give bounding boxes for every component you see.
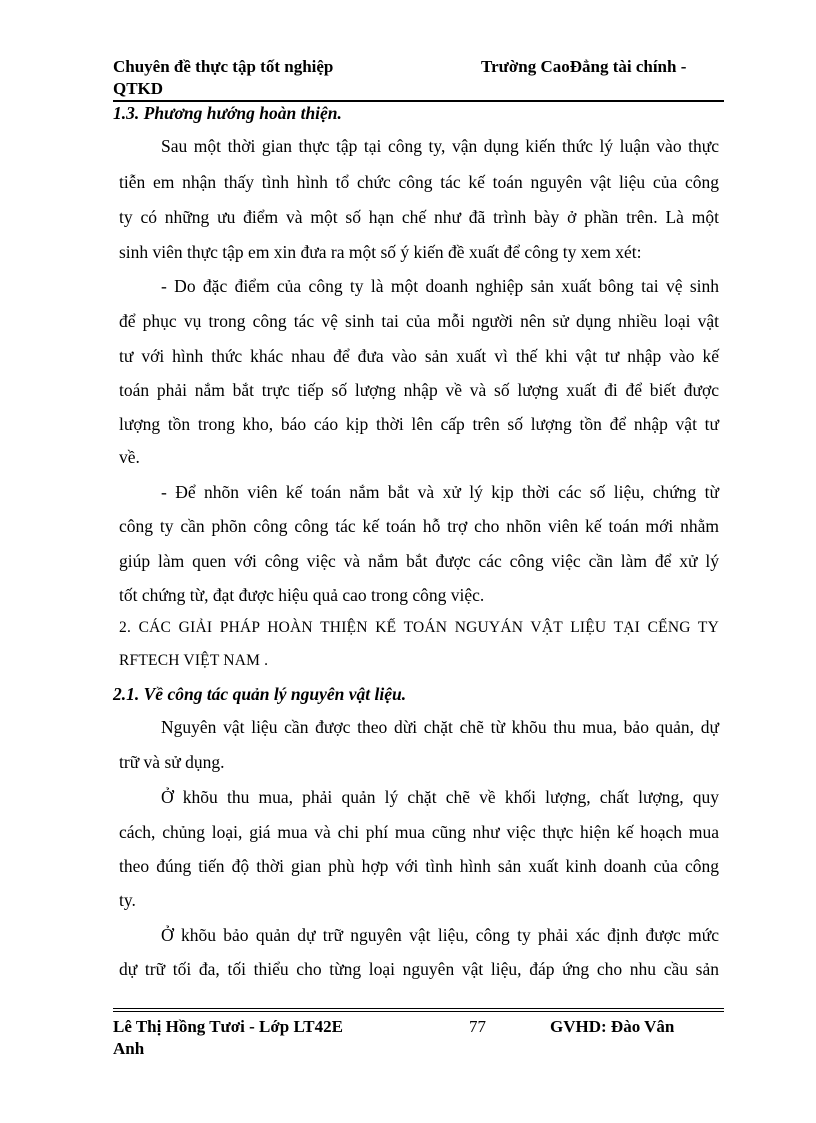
page-number: 77 [469,1017,486,1036]
footer-advisor: GVHD: Đào Vân [550,1017,675,1036]
paragraph-line: - Để nhõn viên kế toán nắm bắt và xử lý kịp thời các số liệu, chứng từ [161,482,719,502]
section-heading-2-1: 2.1. Về công tác quản lý nguyên vật liệu. [113,684,407,704]
paragraph-line: để phục vụ trong công tác vệ sinh tai của mỗi người nên sử dụng nhiều loại vật [119,311,719,331]
paragraph-line: tiễn em nhận thấy tình hình tổ chức công tác kế toán nguyên vật liệu của công [119,172,719,192]
paragraph-line: Ở khõu thu mua, phải quản lý chặt chẽ về khối lượng, chất lượng, quy [161,787,719,807]
paragraph-line: - Do đặc điểm của công ty là một doanh nghiệp sản xuất bông tai vệ sinh [161,276,719,296]
paragraph-line: công ty cần phõn công công tác kế toán hỗ trợ cho nhõn viên kế toán mới nhằm [119,516,719,536]
header-school-name: Trường CaoĐẳng tài chính - [481,57,687,76]
paragraph-line: về. [119,447,140,467]
paragraph-line: ty. [119,890,136,910]
section-heading-2: 2. CÁC GIẢI PHÁP HOÀN THIỆN KẾ TOÁN NGUYÁN VẬT LIỆU TẠI CẾNG TY [119,619,719,636]
paragraph-line: lượng tồn trong kho, báo cáo kịp thời lên cấp trên số lượng tồn để nhập vật tư [119,414,719,434]
paragraph-line: cách, chủng loại, giá mua và chi phí mua cũng như việc thực hiện kế hoạch mua [119,822,719,842]
paragraph-line: Ở khõu bảo quản dự trữ nguyên vật liệu, công ty phải xác định được mức [161,925,719,945]
paragraph-line: trữ và sử dụng. [119,752,225,772]
footer-author: Lê Thị Hồng Tươi - Lớp LT42E [113,1017,343,1036]
paragraph-line: tư với hình thức khác nhau để đưa vào sản xuất vì thế khi vật tư nhập vào kế [119,346,719,366]
paragraph-line: dự trữ tối đa, tối thiểu cho từng loại nguyên vật liệu, đáp ứng cho nhu cầu sản [119,959,719,979]
paragraph-line: giúp làm quen với công việc và nắm bắt được các công việc cần làm để xử lý [119,551,719,571]
section-heading-1-3: 1.3. Phương hướng hoàn thiện. [113,103,342,123]
header-left-title: Chuyên đề thực tập tốt nghiệp [113,57,334,76]
paragraph-line: Sau một thời gian thực tập tại công ty, vận dụng kiến thức lý luận vào thực [161,136,719,156]
header-left-title-cont: QTKD [113,79,164,98]
paragraph-line: ty có những ưu điểm và một số hạn chế như đã trình bày ở phần trên. Là một [119,207,719,227]
paragraph-line: sinh viên thực tập em xin đưa ra một số ý kiến đề xuất để công ty xem xét: [119,242,642,262]
footer-author-cont: Anh [113,1039,145,1058]
paragraph-line: toán phải nắm bắt trực tiếp số lượng nhập về và số lượng xuất đi để biết được [119,380,719,400]
section-heading-2-cont: RFTECH VIỆT NAM . [119,652,269,669]
footer-rule [113,1008,724,1009]
paragraph-line: tốt chứng từ, đạt được hiệu quả cao trong công việc. [119,585,485,605]
paragraph-line: Nguyên vật liệu cần được theo dừi chặt chẽ từ khõu thu mua, bảo quản, dự [161,717,719,737]
paragraph-line: theo đúng tiến độ thời gian phù hợp với tình hình sản xuất kinh doanh của công [119,856,719,876]
footer-rule-second [113,1011,724,1012]
header-rule [113,100,724,102]
